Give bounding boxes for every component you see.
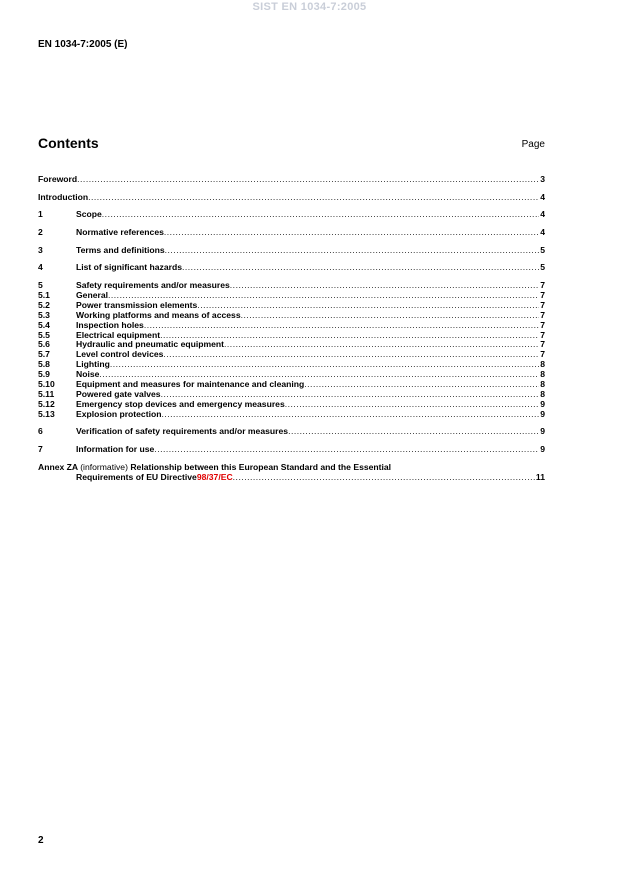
annex-label: Annex ZA	[38, 461, 78, 472]
toc-entry[interactable]	[38, 340, 545, 350]
toc-entry[interactable]	[38, 291, 545, 301]
toc-entry-page: 9	[540, 445, 545, 455]
toc-entry[interactable]	[38, 331, 545, 341]
toc-entry[interactable]	[38, 410, 545, 420]
toc-entry-title: Lighting	[76, 360, 110, 370]
toc-leader-dots	[99, 370, 539, 380]
toc-entry-page: 8	[540, 389, 545, 399]
toc-entry-number: 5.6	[38, 340, 50, 350]
toc-leader-dots	[163, 350, 539, 360]
toc-entry-title: General	[76, 291, 109, 300]
toc-entry[interactable]	[38, 311, 545, 321]
toc-leader-dots	[230, 281, 539, 291]
toc-leader-dots	[108, 291, 539, 301]
toc-leader-dots	[165, 246, 540, 256]
toc-entry[interactable]	[38, 175, 545, 185]
toc-entry-page: 9	[540, 409, 545, 419]
toc-leader-dots	[160, 331, 539, 341]
toc-leader-dots	[102, 210, 539, 220]
toc-entry-title: Information for use	[76, 445, 155, 455]
toc-entry-title: Verification of safety requirements and/or measures	[76, 427, 289, 437]
toc-entry[interactable]	[38, 445, 545, 455]
toc-entry-page: 7	[540, 340, 545, 350]
toc-entry-title: Hydraulic and pneumatic equipment	[76, 340, 225, 350]
toc-entry-page: 7	[540, 350, 545, 360]
toc-leader-dots	[110, 360, 539, 370]
toc-entry[interactable]	[38, 246, 545, 256]
toc-leader-dots	[154, 445, 539, 455]
toc-leader-dots	[304, 380, 539, 390]
toc-entry-number: 5.5	[38, 330, 50, 340]
toc-leader-dots	[164, 228, 539, 238]
toc-entry-page: 7	[540, 281, 545, 291]
toc-leader-dots	[88, 193, 539, 203]
toc-entry[interactable]	[38, 427, 545, 437]
toc-entry[interactable]	[38, 360, 545, 370]
toc-entry-number: 4	[38, 263, 43, 273]
toc-entry-number: 5	[38, 281, 43, 291]
toc-entry-title: Noise	[76, 370, 100, 380]
toc-leader-dots	[241, 311, 540, 321]
toc-entry-title: Equipment and measures for maintenance and cleaning	[76, 380, 305, 390]
toc-entry-page: 5	[540, 263, 545, 273]
toc-leader-dots	[144, 321, 539, 331]
toc-entry[interactable]	[38, 370, 545, 380]
toc-entry[interactable]	[38, 228, 545, 238]
toc-entry-page: 8	[540, 370, 545, 380]
toc-leader-dots	[161, 410, 539, 420]
toc-entry-page: 4	[540, 192, 545, 202]
toc-entry-page: 3	[540, 175, 545, 184]
toc-leader-dots	[197, 301, 539, 311]
toc-entry-number: 5.3	[38, 310, 50, 320]
toc-entry-number: 1	[38, 210, 43, 220]
toc-entry-page: 5	[540, 245, 545, 255]
annex-title-line1: Relationship between this European Standard and the Essential	[130, 461, 392, 472]
toc-entry-title: Explosion protection	[76, 409, 162, 419]
toc-entry[interactable]	[38, 263, 545, 273]
toc-entry-title: Safety requirements and/or measures	[76, 281, 230, 291]
toc-entry[interactable]	[38, 380, 545, 390]
toc-entry-page: 4	[540, 228, 545, 238]
toc-entry[interactable]	[38, 281, 545, 291]
toc-entry-title: List of significant hazards	[76, 263, 183, 273]
toc-entry[interactable]	[38, 193, 545, 203]
toc-entry-number: 5.7	[38, 350, 50, 360]
annex-title-line2: Requirements of EU Directive	[76, 472, 197, 482]
toc-entry[interactable]	[38, 301, 545, 311]
toc-entry-number: 2	[38, 228, 43, 238]
document-reference: EN 1034-7:2005 (E)	[38, 39, 128, 50]
toc-entry-title: Normative references	[76, 228, 164, 238]
annex-qualifier: (informative)	[80, 461, 128, 472]
toc-entry-page: 9	[540, 427, 545, 437]
toc-entry-number: 3	[38, 245, 43, 255]
toc-entry-page: 8	[540, 380, 545, 390]
toc-entry[interactable]	[38, 210, 545, 220]
toc-leader-dots	[233, 473, 535, 483]
toc-entry-title: Powered gate valves	[76, 389, 161, 399]
toc-entry-title: Working platforms and means of access	[76, 310, 241, 320]
toc-leader-dots	[288, 427, 539, 437]
toc-leader-dots	[224, 340, 539, 350]
toc-leader-dots	[285, 400, 539, 410]
toc-entry-title: Foreword	[38, 175, 78, 184]
table-of-contents	[38, 175, 545, 483]
directive-link[interactable]: 98/37/EC	[196, 472, 233, 482]
toc-entry-page: 7	[540, 291, 545, 300]
toc-entry-page: 11	[535, 472, 545, 482]
toc-entry[interactable]	[38, 390, 545, 400]
toc-entry-page: 7	[540, 300, 545, 310]
toc-entry-number: 7	[38, 445, 43, 455]
toc-entry-number: 5.2	[38, 300, 50, 310]
toc-entry-page: 7	[540, 310, 545, 320]
toc-entry[interactable]	[38, 350, 545, 360]
toc-entry-number: 6	[38, 427, 43, 437]
toc-entry-title: Terms and definitions	[76, 245, 165, 255]
toc-entry-number: 5.12	[38, 399, 55, 409]
toc-entry-title: Inspection holes	[76, 320, 144, 330]
toc-entry-number: 5.13	[38, 409, 55, 419]
toc-entry-number: 5.8	[38, 360, 50, 370]
toc-entry-page: 9	[540, 399, 545, 409]
toc-entry-title: Scope	[76, 210, 102, 220]
toc-entry-page: 4	[540, 210, 545, 220]
toc-entry[interactable]	[38, 400, 545, 410]
toc-entry-page: 8	[540, 360, 545, 370]
toc-entry-title: Power transmission elements	[76, 300, 198, 310]
toc-entry-number: 5.9	[38, 370, 50, 380]
toc-entry-annex-za[interactable]	[38, 463, 545, 483]
toc-entry-title: Electrical equipment	[76, 330, 161, 340]
toc-entry-number: 5.4	[38, 320, 50, 330]
toc-entry-number: 5.11	[38, 389, 55, 399]
toc-entry-page: 7	[540, 330, 545, 340]
toc-entry-title: Introduction	[38, 192, 89, 202]
toc-entry-number: 5.10	[38, 380, 55, 390]
toc-entry-number: 5.1	[38, 291, 50, 300]
toc-entry-title: Emergency stop devices and emergency measures	[76, 399, 285, 409]
toc-leader-dots	[77, 175, 539, 185]
toc-entry-title: Level control devices	[76, 350, 164, 360]
toc-entry-page: 7	[540, 320, 545, 330]
page-column-label: Page	[521, 139, 545, 150]
toc-entry[interactable]	[38, 321, 545, 331]
contents-heading: Contents	[38, 135, 99, 151]
page-number: 2	[38, 835, 44, 846]
watermark: SIST EN 1034-7:2005	[252, 1, 367, 13]
toc-leader-dots	[182, 263, 539, 273]
toc-leader-dots	[161, 390, 540, 400]
